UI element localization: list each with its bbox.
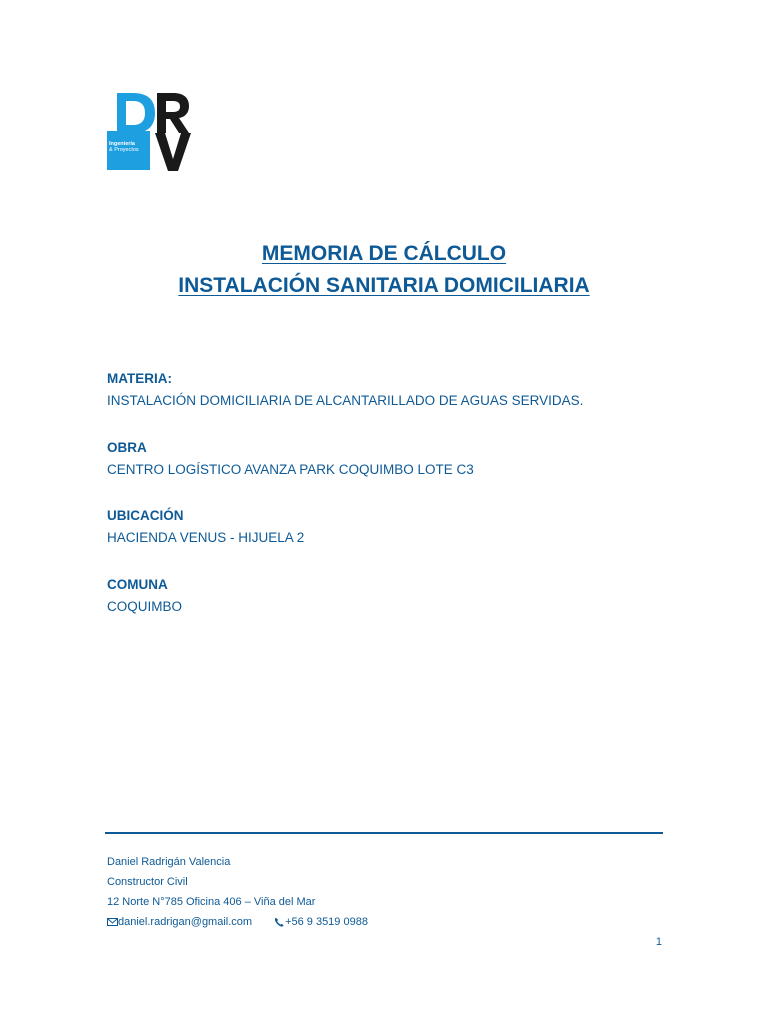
field-ubicacion [107,505,667,574]
field-label: MATERIA: [107,371,172,386]
footer-email[interactable] [107,912,252,932]
field-value: HACIENDA VENUS - HIJUELA 2 [107,530,305,545]
phone-icon [274,917,285,927]
logo-tagline-line1: Ingeniería [109,141,135,147]
field-value: CENTRO LOGÍSTICO AVANZA PARK COQUIMBO LOTE C3 [107,461,474,477]
email-text[interactable]: daniel.radrigan@gmail.com [118,916,253,928]
field-label: OBRA [107,439,147,455]
title-line-2: INSTALACIÓN SANITARIA DOMICILIARIA [178,274,590,297]
footer-contact [107,912,667,932]
project-info [107,368,667,642]
field-label: UBICACIÓN [107,508,184,523]
field-value: INSTALACIÓN DOMICILIARIA DE ALCANTARILLADO DE AGUAS SERVIDAS. [107,393,584,408]
field-materia [107,368,667,437]
document-title [0,238,768,302]
company-logo [107,91,192,171]
envelope-icon [107,917,118,927]
footer-divider [105,832,663,834]
logo-tagline-line2: & Proyectos [109,147,139,153]
drv-logo-graphic [107,91,192,171]
field-comuna [107,574,667,643]
field-obra [107,437,667,506]
footer-profession: Constructor Civil [107,876,188,888]
field-label: COMUNA [107,576,168,592]
page-number: 1 [655,936,662,948]
field-value: COQUIMBO [107,598,183,614]
title-line-1: MEMORIA DE CÁLCULO [261,242,507,265]
footer-address: 12 Norte N°785 Oficina 406 – Viña del Mar [107,896,316,908]
footer-phone[interactable] [274,912,368,932]
footer-name: Daniel Radrigán Valencia [107,856,231,868]
footer [107,852,667,932]
logo-letters [192,91,193,92]
phone-text[interactable]: +56 9 3519 0988 [285,916,368,928]
